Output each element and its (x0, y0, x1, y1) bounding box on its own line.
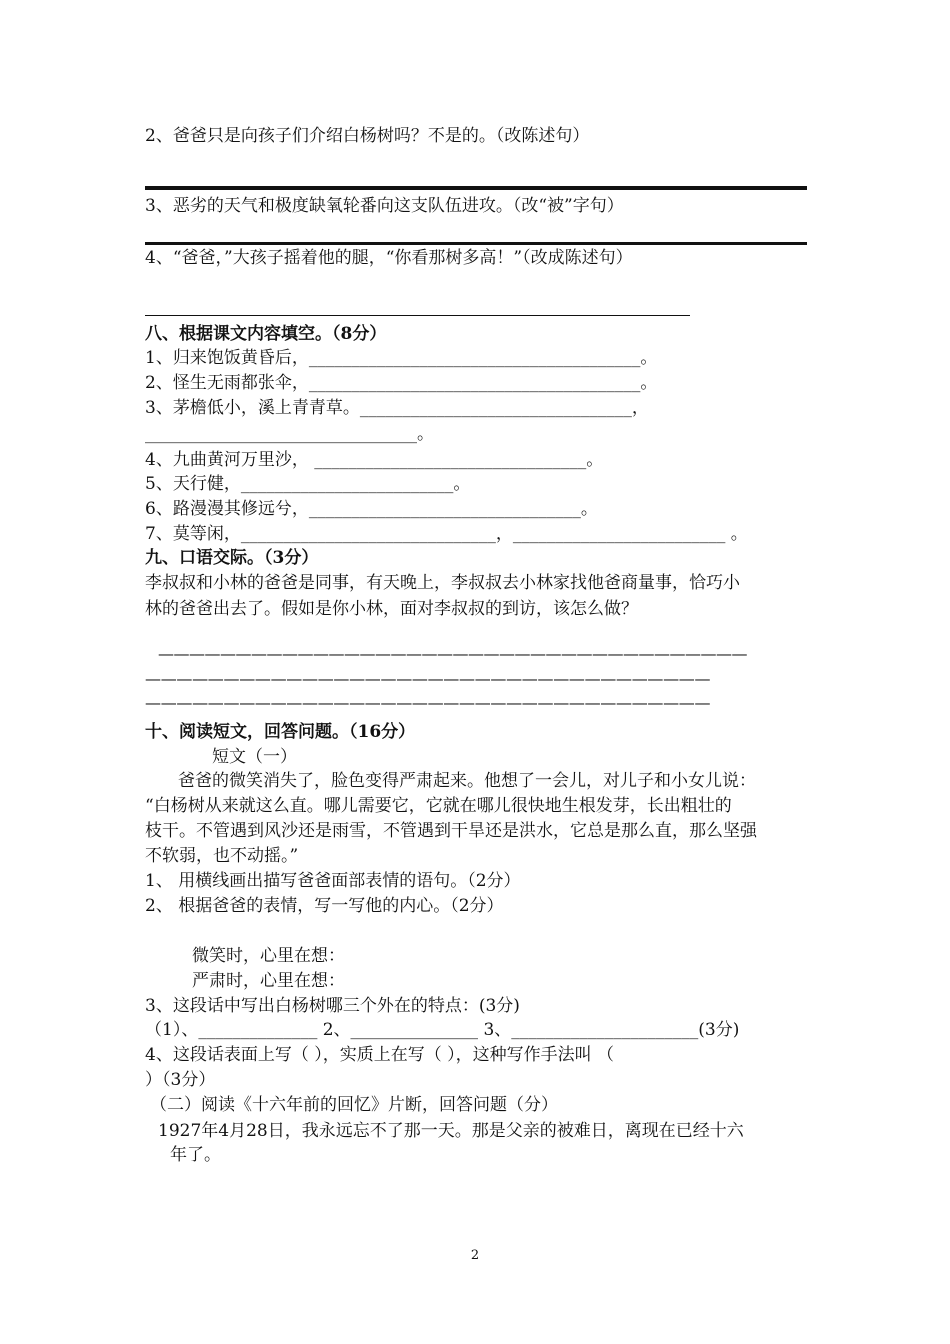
fill-blank-item: 7、莫等闲，______________________________，_________________________ 。 (145, 524, 748, 544)
serious-prompt: 严肃时，心里在想： (192, 971, 345, 991)
passage-text: 不软弱，也不动摇。” (145, 846, 299, 866)
reading-question-3-blanks: （1）、______________ 2、_______________ 3、______________________(3分) (145, 1020, 740, 1040)
passage-2-title: （二）阅读《十六年前的回忆》片断，回答问题（分） (150, 1095, 558, 1115)
fill-blank-item: 2、怪生无雨都张伞，_______________________________________。 (145, 373, 658, 393)
rewrite-question-3: 3、恶劣的天气和极度缺氧轮番向这支队伍进攻。（改“被”字句） (145, 196, 624, 216)
fill-blank-item: 5、天行健，_________________________。 (145, 474, 471, 494)
smile-prompt: 微笑时，心里在想： (192, 946, 345, 966)
passage-text: “白杨树从来就这么直。哪儿需要它，它就在哪儿很快地生根发芽，长出粗壮的 (145, 796, 732, 816)
scenario-text: 林的爸爸出去了。假如是你小林，面对李叔叔的到访，该怎么做？ (145, 599, 638, 619)
reading-question-3: 3、这段话中写出白杨树哪三个外在的特点：(3分) (145, 996, 520, 1016)
answer-dash-line: —————————————————————————————————————— (158, 644, 747, 663)
section-10-title: 十、阅读短文，回答问题。（16分） (145, 722, 416, 742)
reading-question-2: 2、 根据爸爸的表情，写一写他的内心。（2分） (145, 896, 504, 916)
reading-question-4-cont: ）（3分） (145, 1070, 216, 1090)
answer-line (145, 242, 807, 245)
passage-text: 爸爸的微笑消失了，脸色变得严肃起来。他想了一会儿，对儿子和小女儿说： (178, 771, 756, 791)
reading-question-4: 4、这段话表面上写（ ），实质上在写（ ），这种写作手法叫 （ (145, 1045, 615, 1065)
rewrite-question-2: 2、爸爸只是向孩子们介绍白杨树吗？不是的。（改陈述句） (145, 126, 590, 146)
passage-2-text: 年了。 (170, 1145, 221, 1165)
rewrite-question-4: 4、“爸爸，”大孩子摇着他的腿，“你看那树多高！”（改成陈述句） (145, 248, 633, 268)
section-8-title: 八、根据课文内容填空。（8分） (145, 324, 387, 344)
fill-blank-item: 4、九曲黄河万里沙， ________________________________。 (145, 450, 604, 470)
passage-1-title: 短文（一） (212, 747, 297, 767)
reading-question-1: 1、 用横线画出描写爸爸面部表情的语句。（2分） (145, 871, 521, 891)
page-number: 2 (470, 1248, 480, 1263)
section-9-title: 九、口语交际。（3分） (145, 548, 319, 568)
fill-blank-item: 3、茅檐低小，溪上青青草。________________________________， (145, 398, 649, 418)
fill-blank-item: 1、归来饱饭黄昏后，_______________________________________。 (145, 348, 658, 368)
answer-dash-line: ———————————————————————————————————— (145, 669, 711, 688)
scenario-text: 李叔叔和小林的爸爸是同事，有天晚上，李叔叔去小林家找他爸商量事，恰巧小 (145, 573, 740, 593)
fill-blank-item: 6、路漫漫其修远兮，________________________________。 (145, 499, 598, 519)
answer-line (145, 315, 690, 316)
passage-text: 枝干。不管遇到风沙还是雨雪，不管遇到干旱还是洪水，它总是那么直，那么坚强 (145, 821, 757, 841)
fill-blank-item: ________________________________。 (145, 424, 434, 444)
passage-2-text: 1927年4月28日，我永远忘不了那一天。那是父亲的被难日，离现在已经十六 (158, 1121, 744, 1141)
answer-dash-line: ———————————————————————————————————— (145, 693, 711, 712)
answer-line (145, 186, 807, 190)
